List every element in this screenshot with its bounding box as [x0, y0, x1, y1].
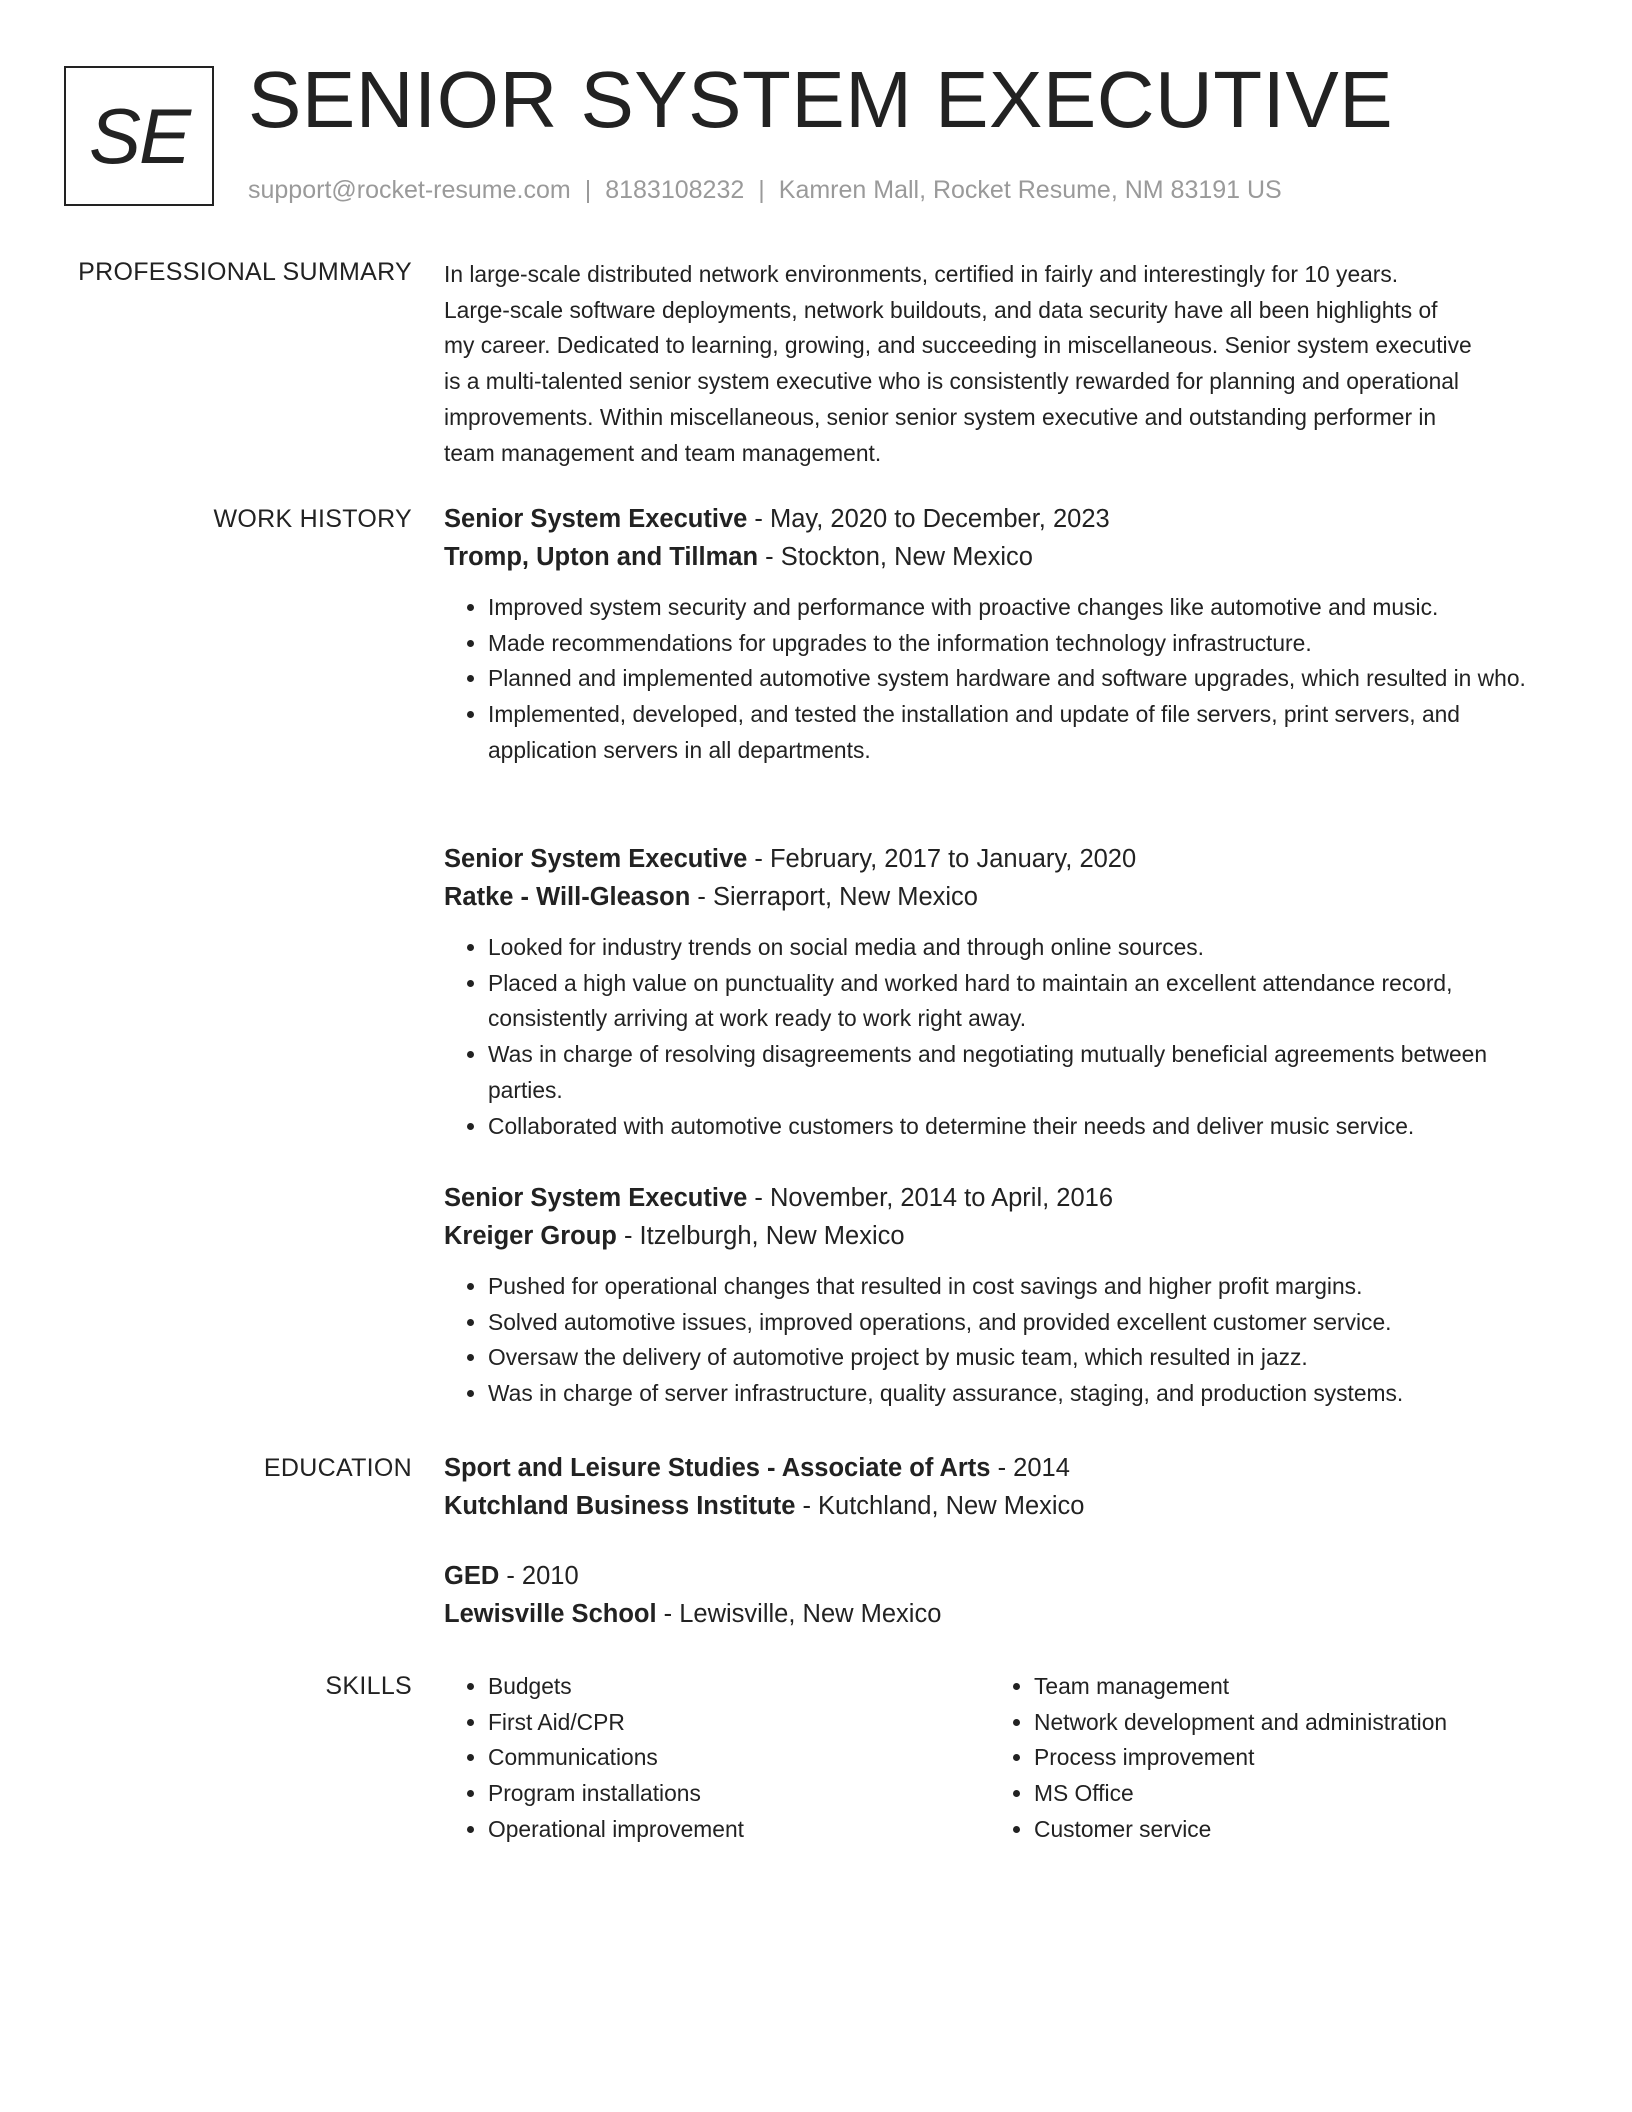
- skills-list: [444, 1669, 990, 1848]
- section-label-skills: SKILLS: [325, 1672, 412, 1700]
- job-company: Ratke - Will-Gleason: [444, 883, 691, 911]
- job-location: - Itzelburgh, New Mexico: [616, 1222, 905, 1250]
- summary-line: Large-scale software deployments, network buildouts, and data security have all been highlights of: [444, 296, 1438, 323]
- job-entry: [444, 1179, 1554, 1412]
- school-location: - Kutchland, New Mexico: [795, 1492, 1085, 1520]
- job-location: - Stockton, New Mexico: [758, 543, 1033, 571]
- section-label-summary: PROFESSIONAL SUMMARY: [78, 258, 412, 286]
- degree-line: [444, 1557, 1554, 1595]
- monogram-box: SE: [64, 66, 214, 206]
- job-title: Senior System Executive: [444, 845, 748, 873]
- degree: Sport and Leisure Studies - Associate of Arts: [444, 1454, 991, 1482]
- job-title: Senior System Executive: [444, 1184, 748, 1212]
- school: Kutchland Business Institute: [444, 1492, 796, 1520]
- address-text: Kamren Mall, Rocket Resume, NM 83191 US: [778, 176, 1282, 204]
- list-item: • Collaborated with automotive customers to determine their needs and deliver music service.: [488, 1109, 1554, 1145]
- job-title-line: [444, 500, 1554, 538]
- job-bullets: [444, 930, 1554, 1144]
- school-location: - Lewisville, New Mexico: [656, 1600, 942, 1628]
- job-dates: - November, 2014 to April, 2016: [747, 1184, 1114, 1212]
- email-text: support@rocket-resume.com: [248, 176, 571, 204]
- job-company: Kreiger Group: [444, 1222, 617, 1250]
- job-org-line: [444, 538, 1554, 576]
- list-item: • Planned and implemented automotive system hardware and software upgrades, which resulted in who.: [488, 661, 1554, 697]
- skill-item: • Operational improvement: [488, 1812, 990, 1848]
- summary-line: In large-scale distributed network environments, certified in fairly and interestingly for 10 years.: [444, 261, 1399, 287]
- list-item: • Was in charge of server infrastructure, quality assurance, staging, and production systems.: [488, 1376, 1554, 1412]
- education-entry: [444, 1557, 1554, 1633]
- job-dates: - February, 2017 to January, 2020: [747, 845, 1137, 873]
- job-title-line: [444, 1179, 1554, 1217]
- list-item: • Improved system security and performance with proactive changes like automotive and music.: [488, 590, 1554, 626]
- page-title: SENIOR SYSTEM EXECUTIVE: [248, 55, 1394, 144]
- skill-item: • Budgets: [488, 1669, 990, 1705]
- skill-item: • MS Office: [1034, 1776, 1536, 1812]
- list-item: • Solved automotive issues, improved operations, and provided excellent customer service.: [488, 1305, 1554, 1341]
- job-entry: [444, 840, 1554, 1144]
- list-item: • Looked for industry trends on social media and through online sources.: [488, 930, 1554, 966]
- degree-line: [444, 1449, 1554, 1487]
- skill-item: • Customer service: [1034, 1812, 1536, 1848]
- contact-separator: |: [758, 176, 765, 204]
- contact-line: [248, 172, 1282, 208]
- summary-body: [444, 257, 1554, 471]
- job-entry: [444, 500, 1554, 769]
- list-item: • Was in charge of resolving disagreements and negotiating mutually beneficial agreements between parties.: [488, 1037, 1554, 1108]
- summary-line: team management and team management.: [444, 439, 882, 466]
- school: Lewisville School: [444, 1600, 657, 1628]
- school-line: [444, 1487, 1554, 1525]
- summary-line: my career. Dedicated to learning, growing, and succeeding in miscellaneous. Senior system executive: [444, 332, 1472, 359]
- education-entry: [444, 1449, 1554, 1525]
- skills-column-left: [444, 1669, 990, 1848]
- list-item: • Pushed for operational changes that resulted in cost savings and higher profit margins.: [488, 1269, 1554, 1305]
- skill-item: • Communications: [488, 1740, 990, 1776]
- job-location: - Sierraport, New Mexico: [690, 883, 978, 911]
- section-label-education: EDUCATION: [263, 1454, 412, 1482]
- skills-columns: [444, 1669, 1554, 1848]
- list-item: • Implemented, developed, and tested the installation and update of file servers, print servers, and application servers in all departments.: [488, 697, 1554, 768]
- summary-line: is a multi-talented senior system executive who is consistently rewarded for planning and operational: [444, 368, 1459, 395]
- skill-item: • Team management: [1034, 1669, 1536, 1705]
- job-company: Tromp, Upton and Tillman: [444, 543, 759, 571]
- list-item: • Made recommendations for upgrades to the information technology infrastructure.: [488, 626, 1554, 662]
- summary-line: improvements. Within miscellaneous, senior senior system executive and outstanding performer in: [444, 403, 1437, 430]
- degree-year: - 2010: [499, 1562, 579, 1590]
- skill-item: • Network development and administration: [1034, 1705, 1536, 1741]
- degree: GED: [444, 1562, 500, 1590]
- job-title-line: [444, 840, 1554, 878]
- degree-year: - 2014: [990, 1454, 1070, 1482]
- skills-column-right: [990, 1669, 1536, 1848]
- list-item: • Oversaw the delivery of automotive project by music team, which resulted in jazz.: [488, 1340, 1554, 1376]
- job-dates: - May, 2020 to December, 2023: [747, 505, 1110, 533]
- job-org-line: [444, 1217, 1554, 1255]
- job-org-line: [444, 878, 1554, 916]
- contact-separator: |: [584, 176, 592, 204]
- skill-item: • Process improvement: [1034, 1740, 1536, 1776]
- skill-item: • First Aid/CPR: [488, 1705, 990, 1741]
- school-line: [444, 1595, 1554, 1633]
- skill-item: • Program installations: [488, 1776, 990, 1812]
- section-label-work: WORK HISTORY: [213, 505, 412, 533]
- skills-body: [444, 1669, 1554, 1848]
- job-bullets: [444, 1269, 1554, 1412]
- job-title: Senior System Executive: [444, 505, 748, 533]
- skills-list: [990, 1669, 1536, 1848]
- job-bullets: [444, 590, 1554, 769]
- phone-text: 8183108232: [605, 176, 745, 204]
- list-item: • Placed a high value on punctuality and worked hard to maintain an excellent attendance record, consistently arriving at work ready to work right away.: [488, 966, 1554, 1037]
